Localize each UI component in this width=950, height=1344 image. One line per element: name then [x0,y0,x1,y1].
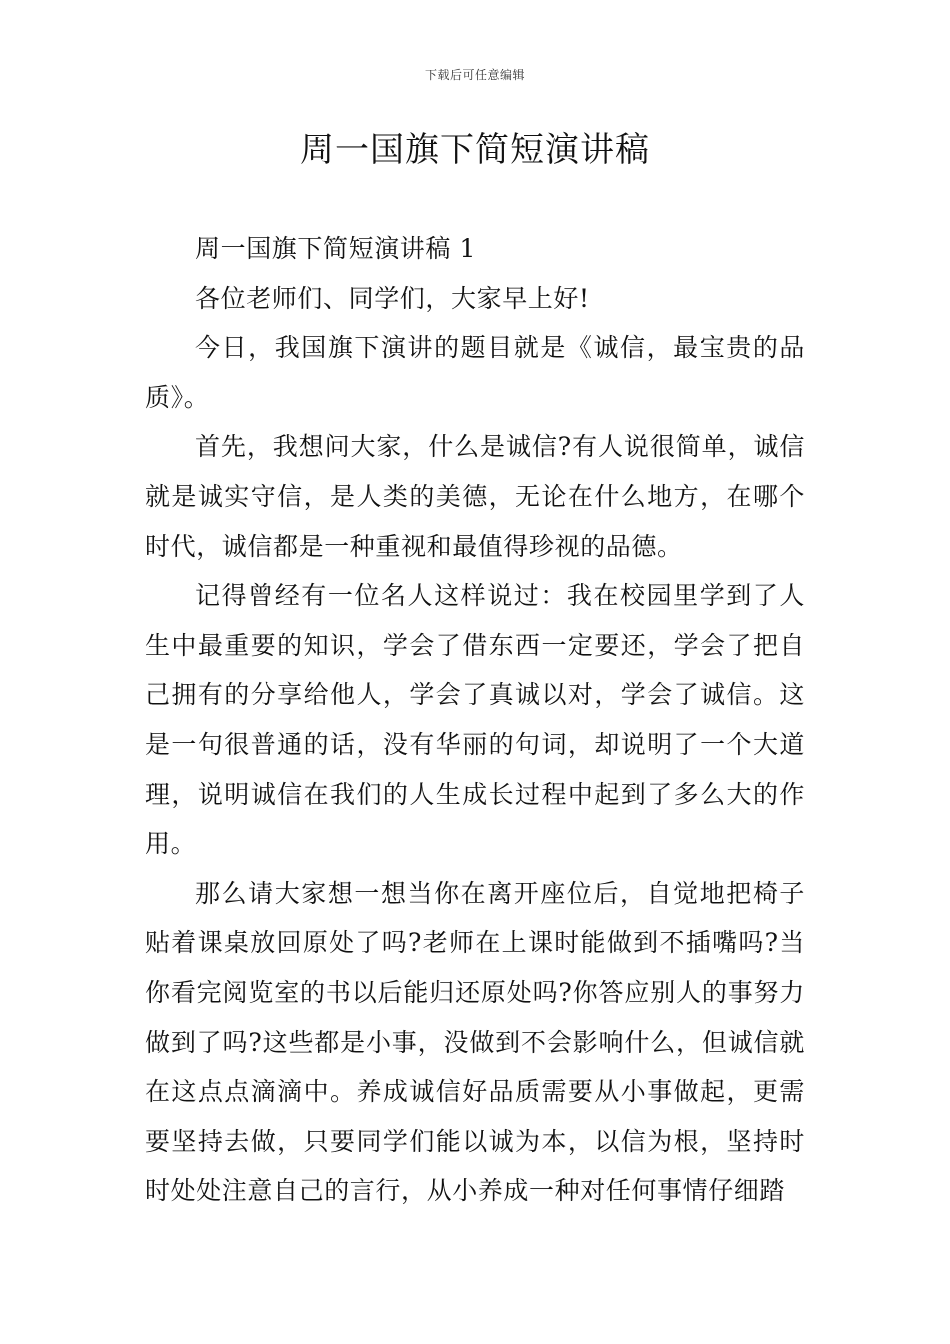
paragraph-reflection: 那么请大家想一想当你在离开座位后，自觉地把椅子贴着课桌放回原处了吗?老师在上课时能做到不插嘴吗?当你看完阅览室的书以后能归还原处吗?你答应别人的事努力做到了吗?这些都是小事，没做到不会影响什么，但诚信就在这点点滴滴中。养成诚信好品质需要从小事做起，更需要坚持去做，只要同学们能以诚为本，以信为根，坚持时时处处注意自己的言行，从小养成一种对任何事情仔细踏 [145,878,805,1206]
page-title: 周一国旗下简短演讲稿 [300,130,650,170]
document-body [145,224,805,1216]
paragraph-subtitle: 周一国旗下简短演讲稿 1 [195,234,477,263]
paragraph-topic: 今日，我国旗下演讲的题目就是《诚信，最宝贵的品质》。 [145,333,805,412]
paragraph-greeting: 各位老师们、同学们，大家早上好! [195,283,590,313]
header-note: 下载后可任意编辑 [424,68,525,82]
paragraph-definition: 首先，我想问大家，什么是诚信?有人说很简单，诚信就是诚实守信，是人类的美德，无论在什么地方，在哪个时代，诚信都是一种重视和最值得珍视的品德。 [145,432,805,561]
paragraph-quote: 记得曾经有一位名人这样说过：我在校园里学到了人生中最重要的知识，学会了借东西一定要还，学会了把自己拥有的分享给他人，学会了真诚以对，学会了诚信。这是一句很普通的话，没有华丽的句词，却说明了一个大道理，说明诚信在我们的人生成长过程中起到了多么大的作用。 [145,581,805,859]
